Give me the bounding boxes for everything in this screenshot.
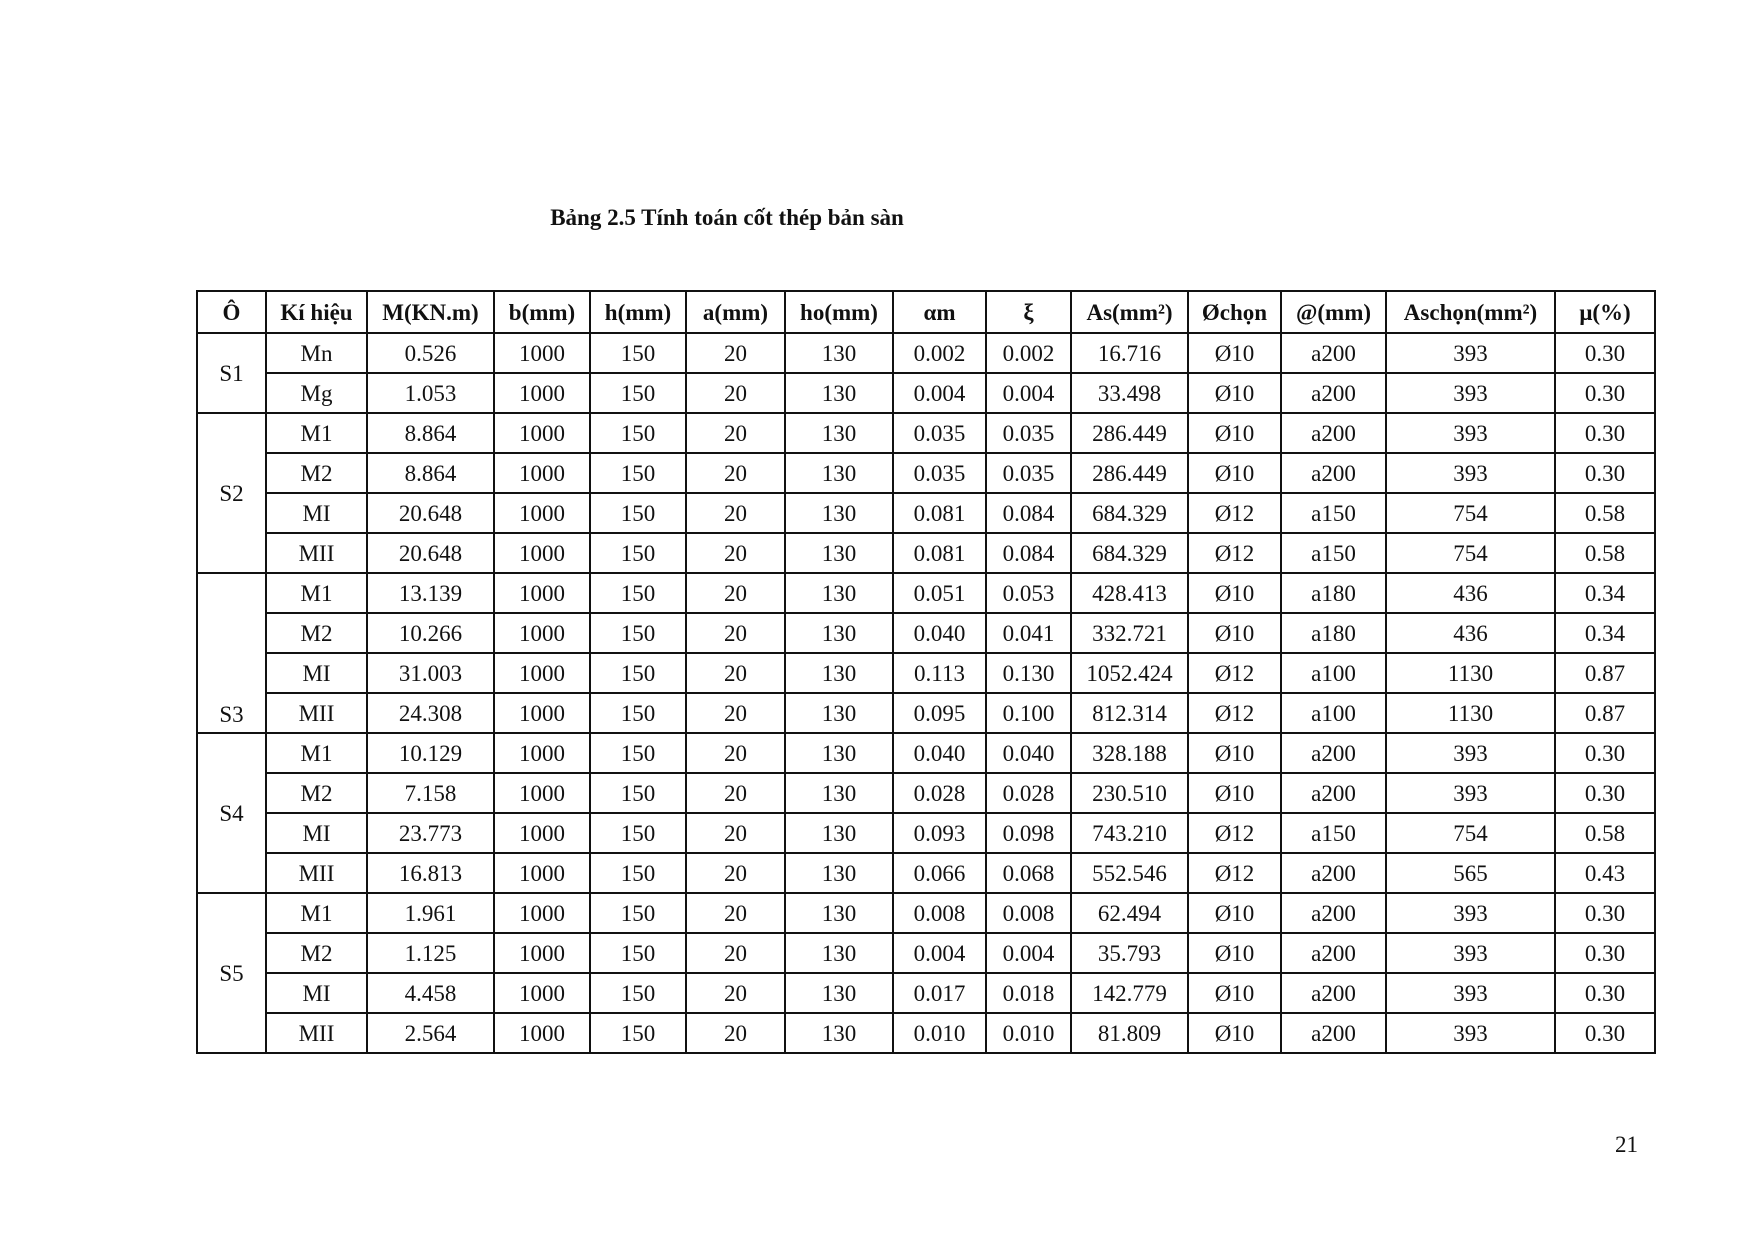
cell-mu: 0.58 xyxy=(1555,533,1655,573)
cell-alpha-m: 0.066 xyxy=(893,853,986,893)
cell-a: 20 xyxy=(686,533,785,573)
cell-ki-hieu: Mn xyxy=(266,333,367,373)
cell-mu: 0.58 xyxy=(1555,493,1655,533)
cell-ki-hieu: Mg xyxy=(266,373,367,413)
cell-b: 1000 xyxy=(494,533,590,573)
cell-phi: Ø10 xyxy=(1188,1013,1281,1053)
header-spacing: @(mm) xyxy=(1281,291,1386,333)
cell-mu: 0.58 xyxy=(1555,813,1655,853)
cell-as: 332.721 xyxy=(1071,613,1188,653)
cell-as-chon: 393 xyxy=(1386,453,1555,493)
cell-m: 20.648 xyxy=(367,493,494,533)
cell-spacing: a200 xyxy=(1281,773,1386,813)
cell-as-chon: 754 xyxy=(1386,533,1555,573)
cell-ki-hieu: M2 xyxy=(266,773,367,813)
header-a: a(mm) xyxy=(686,291,785,333)
cell-as: 428.413 xyxy=(1071,573,1188,613)
cell-a: 20 xyxy=(686,1013,785,1053)
cell-h: 150 xyxy=(590,573,686,613)
cell-xi: 0.130 xyxy=(986,653,1071,693)
table-row xyxy=(197,653,1655,693)
table-row xyxy=(197,373,1655,413)
cell-xi: 0.098 xyxy=(986,813,1071,853)
cell-a: 20 xyxy=(686,333,785,373)
cell-b: 1000 xyxy=(494,373,590,413)
cell-b: 1000 xyxy=(494,853,590,893)
cell-phi: Ø12 xyxy=(1188,653,1281,693)
cell-a: 20 xyxy=(686,853,785,893)
cell-spacing: a200 xyxy=(1281,373,1386,413)
page-number: 21 xyxy=(1615,1132,1638,1157)
reinforcement-table xyxy=(196,290,1656,1054)
cell-phi: Ø10 xyxy=(1188,733,1281,773)
cell-ki-hieu: MI xyxy=(266,493,367,533)
cell-mu: 0.34 xyxy=(1555,573,1655,613)
cell-spacing: a200 xyxy=(1281,893,1386,933)
cell-alpha-m: 0.051 xyxy=(893,573,986,613)
group-label: S1 xyxy=(197,333,266,413)
cell-a: 20 xyxy=(686,493,785,533)
cell-phi: Ø12 xyxy=(1188,493,1281,533)
cell-mu: 0.30 xyxy=(1555,733,1655,773)
cell-a: 20 xyxy=(686,373,785,413)
cell-b: 1000 xyxy=(494,493,590,533)
cell-as: 286.449 xyxy=(1071,453,1188,493)
cell-spacing: a100 xyxy=(1281,693,1386,733)
cell-as-chon: 393 xyxy=(1386,893,1555,933)
cell-mu: 0.30 xyxy=(1555,773,1655,813)
cell-ki-hieu: M2 xyxy=(266,933,367,973)
cell-mu: 0.30 xyxy=(1555,333,1655,373)
cell-as: 812.314 xyxy=(1071,693,1188,733)
cell-xi: 0.053 xyxy=(986,573,1071,613)
cell-ho: 130 xyxy=(785,693,893,733)
cell-phi: Ø12 xyxy=(1188,693,1281,733)
cell-m: 8.864 xyxy=(367,413,494,453)
cell-m: 1.053 xyxy=(367,373,494,413)
cell-ho: 130 xyxy=(785,1013,893,1053)
cell-xi: 0.084 xyxy=(986,533,1071,573)
cell-as: 81.809 xyxy=(1071,1013,1188,1053)
cell-alpha-m: 0.008 xyxy=(893,893,986,933)
cell-m: 8.864 xyxy=(367,453,494,493)
cell-as: 33.498 xyxy=(1071,373,1188,413)
cell-as: 230.510 xyxy=(1071,773,1188,813)
cell-as-chon: 754 xyxy=(1386,813,1555,853)
cell-h: 150 xyxy=(590,413,686,453)
table-row xyxy=(197,853,1655,893)
cell-ki-hieu: MII xyxy=(266,853,367,893)
cell-alpha-m: 0.002 xyxy=(893,333,986,373)
cell-b: 1000 xyxy=(494,773,590,813)
cell-xi: 0.008 xyxy=(986,893,1071,933)
header-xi: ξ xyxy=(986,291,1071,333)
cell-a: 20 xyxy=(686,813,785,853)
cell-mu: 0.30 xyxy=(1555,933,1655,973)
cell-alpha-m: 0.017 xyxy=(893,973,986,1013)
cell-as: 16.716 xyxy=(1071,333,1188,373)
group-label: S5 xyxy=(197,893,266,1053)
cell-alpha-m: 0.081 xyxy=(893,533,986,573)
cell-h: 150 xyxy=(590,973,686,1013)
cell-b: 1000 xyxy=(494,893,590,933)
table-row xyxy=(197,813,1655,853)
cell-as-chon: 436 xyxy=(1386,613,1555,653)
cell-mu: 0.43 xyxy=(1555,853,1655,893)
cell-h: 150 xyxy=(590,613,686,653)
cell-as-chon: 393 xyxy=(1386,733,1555,773)
cell-xi: 0.010 xyxy=(986,1013,1071,1053)
cell-phi: Ø10 xyxy=(1188,893,1281,933)
cell-xi: 0.035 xyxy=(986,453,1071,493)
table-container xyxy=(196,290,1656,1054)
cell-m: 7.158 xyxy=(367,773,494,813)
cell-b: 1000 xyxy=(494,1013,590,1053)
cell-ho: 130 xyxy=(785,613,893,653)
cell-as: 552.546 xyxy=(1071,853,1188,893)
table-row xyxy=(197,333,1655,373)
cell-as: 743.210 xyxy=(1071,813,1188,853)
cell-alpha-m: 0.095 xyxy=(893,693,986,733)
cell-as-chon: 436 xyxy=(1386,573,1555,613)
cell-spacing: a200 xyxy=(1281,333,1386,373)
cell-m: 23.773 xyxy=(367,813,494,853)
header-as-chon: Aschọn(mm²) xyxy=(1386,291,1555,333)
cell-xi: 0.004 xyxy=(986,373,1071,413)
cell-as: 1052.424 xyxy=(1071,653,1188,693)
cell-spacing: a200 xyxy=(1281,853,1386,893)
cell-xi: 0.035 xyxy=(986,413,1071,453)
cell-a: 20 xyxy=(686,613,785,653)
cell-mu: 0.87 xyxy=(1555,693,1655,733)
table-row xyxy=(197,693,1655,733)
header-ho: ho(mm) xyxy=(785,291,893,333)
cell-mu: 0.30 xyxy=(1555,453,1655,493)
table-row xyxy=(197,1013,1655,1053)
header-mu: μ(%) xyxy=(1555,291,1655,333)
cell-ki-hieu: MI xyxy=(266,653,367,693)
cell-h: 150 xyxy=(590,373,686,413)
cell-m: 1.125 xyxy=(367,933,494,973)
cell-xi: 0.040 xyxy=(986,733,1071,773)
cell-phi: Ø10 xyxy=(1188,973,1281,1013)
table-title: Bảng 2.5 Tính toán cốt thép bản sàn xyxy=(550,205,904,230)
cell-mu: 0.30 xyxy=(1555,973,1655,1013)
cell-ki-hieu: M1 xyxy=(266,893,367,933)
cell-as-chon: 393 xyxy=(1386,373,1555,413)
cell-ki-hieu: MI xyxy=(266,973,367,1013)
group-label: S3 xyxy=(197,573,266,733)
table-row xyxy=(197,573,1655,613)
cell-ki-hieu: M2 xyxy=(266,453,367,493)
cell-ki-hieu: MII xyxy=(266,693,367,733)
cell-b: 1000 xyxy=(494,933,590,973)
header-row xyxy=(197,291,1655,333)
cell-h: 150 xyxy=(590,733,686,773)
cell-alpha-m: 0.081 xyxy=(893,493,986,533)
cell-as: 684.329 xyxy=(1071,533,1188,573)
cell-spacing: a100 xyxy=(1281,653,1386,693)
cell-mu: 0.30 xyxy=(1555,893,1655,933)
cell-h: 150 xyxy=(590,853,686,893)
cell-as-chon: 393 xyxy=(1386,773,1555,813)
cell-as-chon: 393 xyxy=(1386,413,1555,453)
cell-ho: 130 xyxy=(785,573,893,613)
cell-ho: 130 xyxy=(785,333,893,373)
table-row xyxy=(197,893,1655,933)
cell-phi: Ø12 xyxy=(1188,533,1281,573)
table-row xyxy=(197,773,1655,813)
cell-a: 20 xyxy=(686,933,785,973)
cell-ki-hieu: M2 xyxy=(266,613,367,653)
cell-b: 1000 xyxy=(494,413,590,453)
cell-mu: 0.30 xyxy=(1555,413,1655,453)
cell-ho: 130 xyxy=(785,453,893,493)
cell-xi: 0.084 xyxy=(986,493,1071,533)
cell-b: 1000 xyxy=(494,453,590,493)
cell-ho: 130 xyxy=(785,653,893,693)
cell-h: 150 xyxy=(590,333,686,373)
cell-m: 2.564 xyxy=(367,1013,494,1053)
cell-b: 1000 xyxy=(494,333,590,373)
table-row xyxy=(197,413,1655,453)
cell-h: 150 xyxy=(590,693,686,733)
cell-b: 1000 xyxy=(494,573,590,613)
cell-ho: 130 xyxy=(785,853,893,893)
cell-a: 20 xyxy=(686,893,785,933)
cell-b: 1000 xyxy=(494,693,590,733)
cell-a: 20 xyxy=(686,733,785,773)
cell-a: 20 xyxy=(686,693,785,733)
cell-ki-hieu: MII xyxy=(266,533,367,573)
cell-as-chon: 393 xyxy=(1386,933,1555,973)
cell-alpha-m: 0.093 xyxy=(893,813,986,853)
table-row xyxy=(197,453,1655,493)
cell-as: 286.449 xyxy=(1071,413,1188,453)
group-label: S4 xyxy=(197,733,266,893)
cell-as-chon: 1130 xyxy=(1386,693,1555,733)
header-ki-hieu: Kí hiệu xyxy=(266,291,367,333)
cell-as-chon: 393 xyxy=(1386,333,1555,373)
cell-alpha-m: 0.010 xyxy=(893,1013,986,1053)
header-o: Ô xyxy=(197,291,266,333)
cell-b: 1000 xyxy=(494,733,590,773)
cell-xi: 0.041 xyxy=(986,613,1071,653)
cell-alpha-m: 0.035 xyxy=(893,453,986,493)
cell-phi: Ø10 xyxy=(1188,453,1281,493)
header-m: M(KN.m) xyxy=(367,291,494,333)
cell-xi: 0.028 xyxy=(986,773,1071,813)
cell-spacing: a200 xyxy=(1281,733,1386,773)
cell-spacing: a200 xyxy=(1281,1013,1386,1053)
cell-h: 150 xyxy=(590,813,686,853)
cell-phi: Ø10 xyxy=(1188,373,1281,413)
cell-a: 20 xyxy=(686,413,785,453)
cell-b: 1000 xyxy=(494,813,590,853)
cell-phi: Ø10 xyxy=(1188,413,1281,453)
table-row xyxy=(197,973,1655,1013)
cell-spacing: a200 xyxy=(1281,453,1386,493)
cell-ho: 130 xyxy=(785,733,893,773)
cell-ho: 130 xyxy=(785,813,893,853)
cell-h: 150 xyxy=(590,453,686,493)
cell-ho: 130 xyxy=(785,413,893,453)
cell-xi: 0.018 xyxy=(986,973,1071,1013)
cell-as: 328.188 xyxy=(1071,733,1188,773)
cell-m: 20.648 xyxy=(367,533,494,573)
cell-phi: Ø10 xyxy=(1188,933,1281,973)
cell-h: 150 xyxy=(590,1013,686,1053)
cell-ho: 130 xyxy=(785,933,893,973)
cell-mu: 0.34 xyxy=(1555,613,1655,653)
cell-b: 1000 xyxy=(494,653,590,693)
cell-mu: 0.30 xyxy=(1555,1013,1655,1053)
cell-alpha-m: 0.035 xyxy=(893,413,986,453)
cell-ho: 130 xyxy=(785,493,893,533)
table-row xyxy=(197,533,1655,573)
cell-alpha-m: 0.004 xyxy=(893,933,986,973)
cell-ki-hieu: MII xyxy=(266,1013,367,1053)
cell-alpha-m: 0.113 xyxy=(893,653,986,693)
cell-phi: Ø12 xyxy=(1188,813,1281,853)
cell-as-chon: 565 xyxy=(1386,853,1555,893)
cell-b: 1000 xyxy=(494,973,590,1013)
cell-ho: 130 xyxy=(785,893,893,933)
cell-alpha-m: 0.040 xyxy=(893,613,986,653)
cell-xi: 0.068 xyxy=(986,853,1071,893)
cell-m: 4.458 xyxy=(367,973,494,1013)
cell-spacing: a180 xyxy=(1281,573,1386,613)
cell-phi: Ø12 xyxy=(1188,853,1281,893)
cell-m: 13.139 xyxy=(367,573,494,613)
cell-spacing: a200 xyxy=(1281,413,1386,453)
cell-m: 24.308 xyxy=(367,693,494,733)
cell-spacing: a150 xyxy=(1281,533,1386,573)
cell-a: 20 xyxy=(686,653,785,693)
cell-h: 150 xyxy=(590,533,686,573)
cell-ki-hieu: M1 xyxy=(266,413,367,453)
cell-mu: 0.87 xyxy=(1555,653,1655,693)
cell-as-chon: 1130 xyxy=(1386,653,1555,693)
table-row xyxy=(197,733,1655,773)
cell-a: 20 xyxy=(686,573,785,613)
cell-ho: 130 xyxy=(785,533,893,573)
cell-b: 1000 xyxy=(494,613,590,653)
cell-phi: Ø10 xyxy=(1188,333,1281,373)
group-label: S2 xyxy=(197,413,266,573)
cell-as: 62.494 xyxy=(1071,893,1188,933)
cell-spacing: a200 xyxy=(1281,973,1386,1013)
header-phi: Øchọn xyxy=(1188,291,1281,333)
cell-m: 1.961 xyxy=(367,893,494,933)
cell-phi: Ø10 xyxy=(1188,773,1281,813)
cell-spacing: a150 xyxy=(1281,813,1386,853)
cell-m: 10.266 xyxy=(367,613,494,653)
header-alpha-m: αm xyxy=(893,291,986,333)
cell-ki-hieu: M1 xyxy=(266,573,367,613)
cell-xi: 0.100 xyxy=(986,693,1071,733)
cell-ki-hieu: MI xyxy=(266,813,367,853)
cell-ho: 130 xyxy=(785,973,893,1013)
cell-as-chon: 754 xyxy=(1386,493,1555,533)
cell-as: 35.793 xyxy=(1071,933,1188,973)
cell-a: 20 xyxy=(686,773,785,813)
cell-h: 150 xyxy=(590,493,686,533)
cell-as: 142.779 xyxy=(1071,973,1188,1013)
cell-as-chon: 393 xyxy=(1386,973,1555,1013)
cell-spacing: a200 xyxy=(1281,933,1386,973)
table-row xyxy=(197,493,1655,533)
cell-spacing: a180 xyxy=(1281,613,1386,653)
cell-alpha-m: 0.040 xyxy=(893,733,986,773)
cell-phi: Ø10 xyxy=(1188,613,1281,653)
cell-h: 150 xyxy=(590,933,686,973)
cell-xi: 0.002 xyxy=(986,333,1071,373)
header-as: As(mm²) xyxy=(1071,291,1188,333)
table-row xyxy=(197,613,1655,653)
cell-m: 10.129 xyxy=(367,733,494,773)
cell-mu: 0.30 xyxy=(1555,373,1655,413)
cell-m: 16.813 xyxy=(367,853,494,893)
cell-ho: 130 xyxy=(785,373,893,413)
cell-h: 150 xyxy=(590,653,686,693)
cell-h: 150 xyxy=(590,773,686,813)
cell-as: 684.329 xyxy=(1071,493,1188,533)
cell-phi: Ø10 xyxy=(1188,573,1281,613)
cell-ki-hieu: M1 xyxy=(266,733,367,773)
cell-ho: 130 xyxy=(785,773,893,813)
cell-m: 31.003 xyxy=(367,653,494,693)
header-h: h(mm) xyxy=(590,291,686,333)
cell-xi: 0.004 xyxy=(986,933,1071,973)
cell-alpha-m: 0.028 xyxy=(893,773,986,813)
cell-m: 0.526 xyxy=(367,333,494,373)
cell-a: 20 xyxy=(686,973,785,1013)
header-b: b(mm) xyxy=(494,291,590,333)
cell-alpha-m: 0.004 xyxy=(893,373,986,413)
cell-h: 150 xyxy=(590,893,686,933)
table-row xyxy=(197,933,1655,973)
cell-spacing: a150 xyxy=(1281,493,1386,533)
cell-a: 20 xyxy=(686,453,785,493)
cell-as-chon: 393 xyxy=(1386,1013,1555,1053)
